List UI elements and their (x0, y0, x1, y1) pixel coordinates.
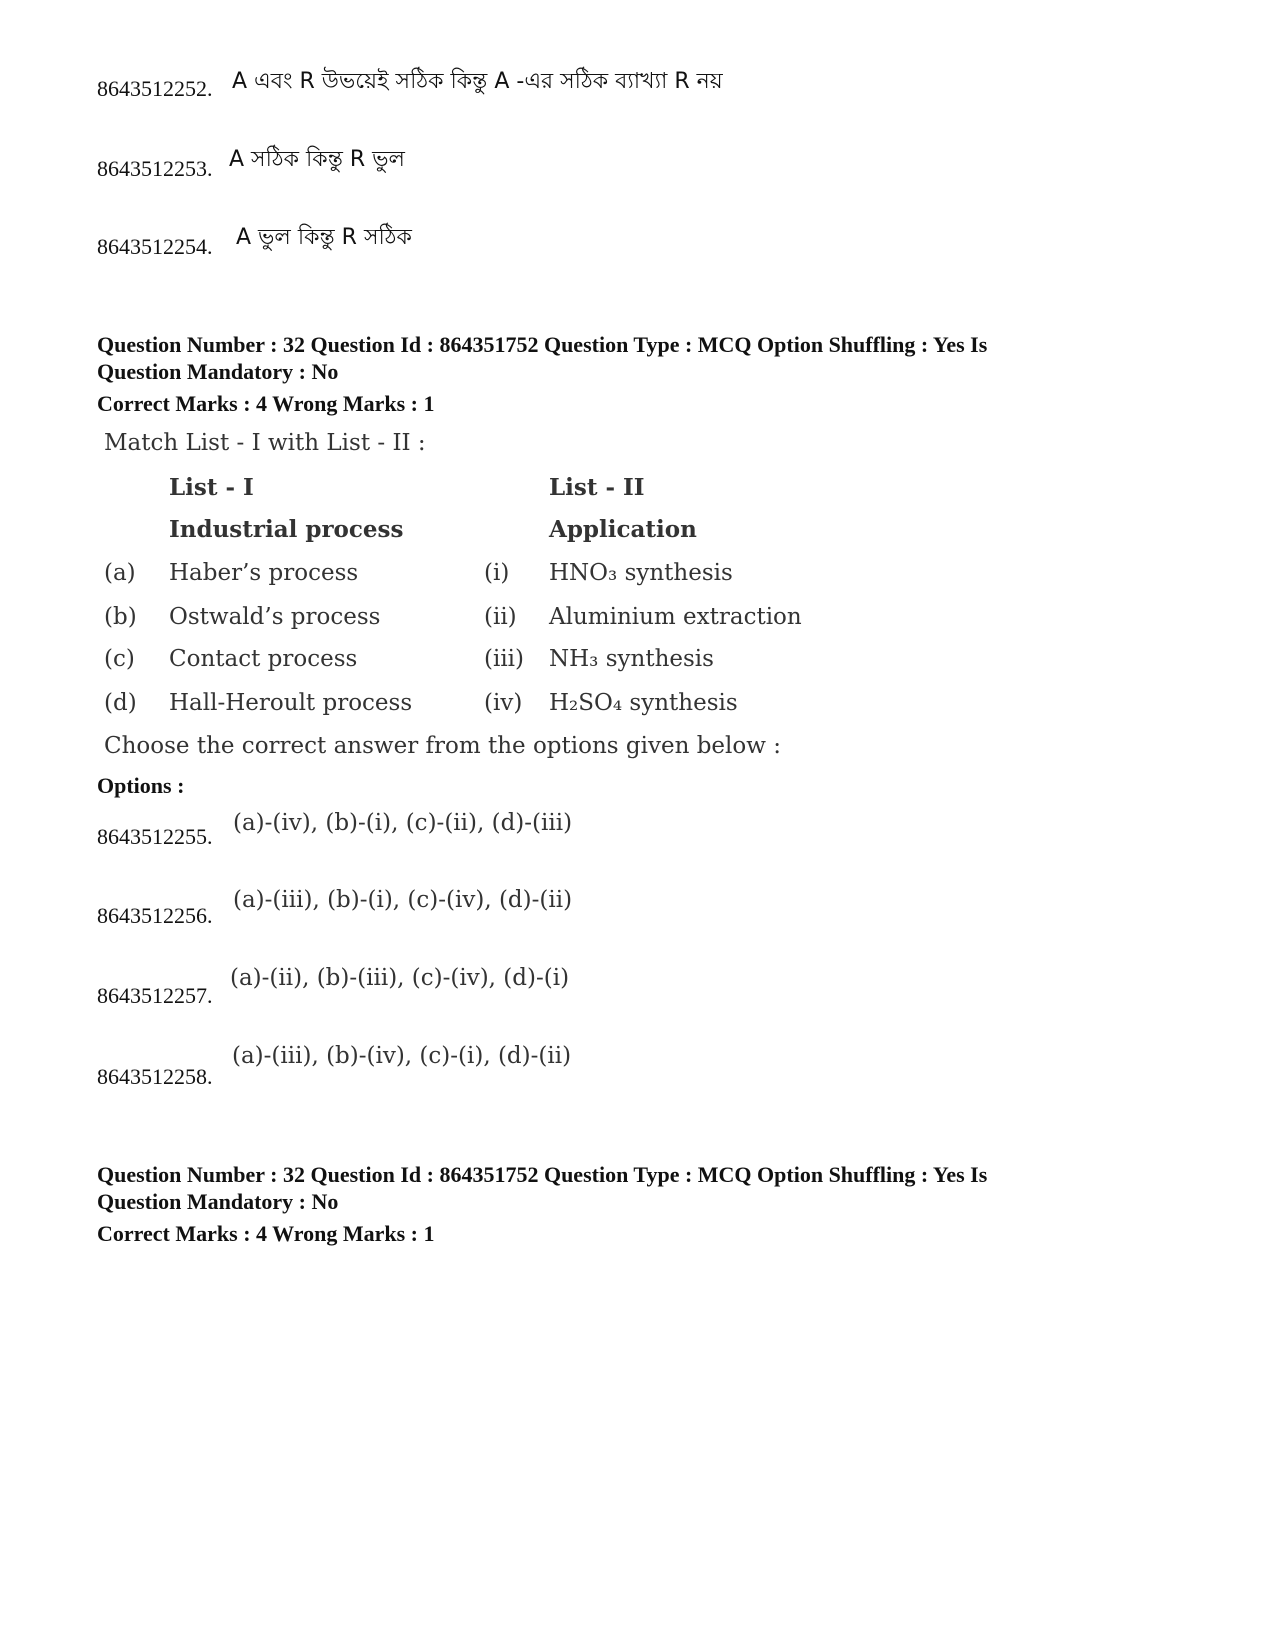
list2-title: List - II (549, 474, 645, 501)
row-application: H₂SO₄ synthesis (549, 690, 738, 716)
option-text: (a)-(iii), (b)-(i), (c)-(iv), (d)-(ii) (233, 887, 573, 913)
option-text: A এবং R উভয়েই সঠিক কিন্তু A -এর সঠিক ব্যাখ্যা R নয় (232, 69, 723, 94)
option-text: (a)-(iv), (b)-(i), (c)-(ii), (d)-(iii) (233, 810, 573, 836)
option-id: 8643512256. (97, 903, 213, 928)
row-label: (c) (104, 646, 135, 672)
row-item: Haber’s process (169, 560, 359, 586)
row-application: Aluminium extraction (549, 604, 802, 630)
row-roman: (iii) (484, 646, 525, 672)
row-label: (d) (104, 690, 137, 716)
row-application: NH₃ synthesis (549, 646, 714, 672)
option-id: 8643512252. (97, 76, 213, 101)
row-application: HNO₃ synthesis (549, 560, 733, 586)
row-item: Ostwald’s process (169, 604, 381, 630)
row-item: Contact process (169, 646, 358, 672)
option-id: 8643512254. (97, 234, 213, 259)
option-text: (a)-(iii), (b)-(iv), (c)-(i), (d)-(ii) (232, 1043, 572, 1069)
option-id: 8643512253. (97, 156, 213, 181)
options-label: Options : (97, 773, 185, 798)
option-text: A সঠিক কিন্তু R ভুল (229, 147, 405, 172)
question-meta-mandatory: Question Mandatory : No (97, 1189, 339, 1214)
row-label: (a) (104, 560, 136, 586)
question-marks: Correct Marks : 4 Wrong Marks : 1 (97, 1221, 435, 1246)
question-instruction: Choose the correct answer from the options given below : (104, 733, 781, 759)
option-id: 8643512257. (97, 983, 213, 1008)
question-marks: Correct Marks : 4 Wrong Marks : 1 (97, 391, 435, 416)
option-id: 8643512255. (97, 824, 213, 849)
option-text: (a)-(ii), (b)-(iii), (c)-(iv), (d)-(i) (230, 965, 570, 991)
row-item: Hall-Heroult process (169, 690, 413, 716)
row-label: (b) (104, 604, 137, 630)
list2-subtitle: Application (549, 516, 697, 543)
row-roman: (i) (484, 560, 510, 586)
question-meta-line: Question Number : 32 Question Id : 864351752 Question Type : MCQ Option Shuffling : Yes Is (97, 1162, 988, 1187)
row-roman: (ii) (484, 604, 517, 630)
option-id: 8643512258. (97, 1064, 213, 1089)
list1-subtitle: Industrial process (169, 516, 404, 543)
question-meta-mandatory: Question Mandatory : No (97, 359, 339, 384)
row-roman: (iv) (484, 690, 523, 716)
option-text: A ভুল কিন্তু R সঠিক (236, 225, 412, 250)
question-stem: Match List - I with List - II : (104, 430, 426, 456)
question-meta-line: Question Number : 32 Question Id : 864351752 Question Type : MCQ Option Shuffling : Yes Is (97, 332, 988, 357)
list1-title: List - I (169, 474, 254, 501)
